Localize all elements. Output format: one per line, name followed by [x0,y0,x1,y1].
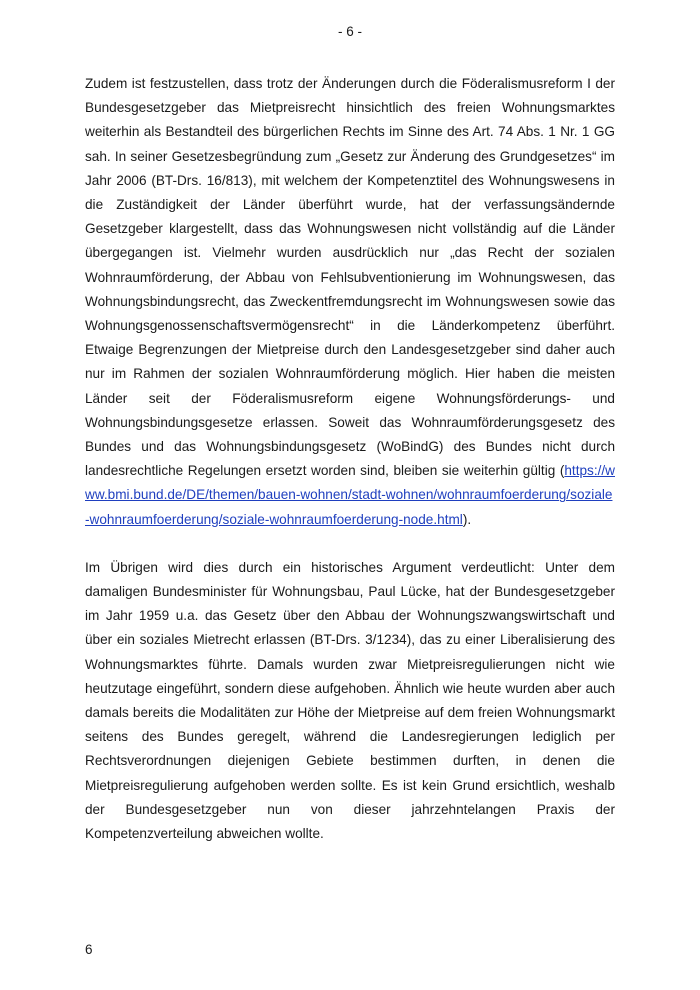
paragraph-2-text: Im Übrigen wird dies durch ein historisches Argument verdeutlicht: Unter dem damaligen Bundesminister für Wohnungsbau, Paul Lücke, hat der Bundesgesetzgeber im Jahr 1959 u.a. das Gesetz über den Abbau der Wohnungszwangswirtschaft und über ein soziales Mietrecht erlassen (BT-Drs. 3/1234), das zu einer Liberalisierung des Wohnungsmarktes führte. Damals wurden zwar Mietpreisregulierungen nicht wie heutzutage eingeführt, sondern diese aufgehoben. Ähnlich wie heute wurden aber auch damals bereits die Modalitäten zur Höhe der Mietpreise auf dem freien Wohnungsmarkt seitens des Bundes geregelt, während die Landesregierungen lediglich per Rechtsverordnungen diejenigen Gebiete bestimmen durften, in denen die Mietpreisregulierung aufgehoben werden sollte. Es ist kein Grund ersichtlich, weshalb der Bundesgesetzgeber nun von dieser jahrzehntelangen Praxis der Kompetenzverteilung abweichen wollte. [85,559,615,842]
document-body [85,72,615,846]
paragraph-1 [85,72,615,532]
source-link[interactable]: https://www.bmi.bund.de/DE/themen/bauen-wohnen/stadt-wohnen/wohnraumfoerderung/soziale-wohnraumfoerderung/soziale-wohnraumfoerderung-node.html [85,463,615,527]
paragraph-1-closing: ). [462,511,472,527]
page-footer [85,940,93,960]
paragraph-2 [85,556,615,846]
page-marker: - 6 - [337,24,362,39]
paragraph-1-text: Zudem ist festzustellen, dass trotz der Änderungen durch die Föderalismusreform I der Bundesgesetzgeber das Mietpreisrecht hinsichtlich des freien Wohnungsmarktes weiterhin als Bestandteil des bürgerlichen Rechts im Sinne des Art. 74 Abs. 1 Nr. 1 GG sah. In seiner Gesetzesbegründung zum „Gesetz zur Änderung des Grundgesetzes“ im Jahr 2006 (BT-Drs. 16/813), mit welchem der Kompetenztitel des Wohnungswesens in die Zuständigkeit der Länder überführt wurde, hat der verfassungsändernde Gesetzgeber klargestellt, dass das Wohnungswesen nicht vollständig auf die Länder übergegangen ist. Vielmehr wurden ausdrücklich nur „das Recht der sozialen Wohnraumförderung, der Abbau von Fehlsubventionierung im Wohnungswesen, das Wohnungsbindungsrecht, das Zweckentfremdungsrecht im Wohnungswesen sowie das Wohnungsgenossenschaftsvermögensrecht“ in die Länderkompetenz überführt. Etwaige Begrenzungen der Mietpreise durch den Landesgesetzgeber sind daher auch nur im Rahmen der sozialen Wohnraumförderung möglich. Hier haben die meisten Länder seit der Föderalismusreform eigene Wohnungsförderungs- und Wohnungsbindungsgesetze erlassen. Soweit das Wohnraumförderungsgesetz des Bundes und das Wohnungsbindungsgesetz (WoBindG) des Bundes nicht durch landesrechtliche Regelungen ersetzt worden sind, bleiben sie weiterhin gültig ( [85,76,615,479]
page-number: 6 [85,942,93,957]
page-header [0,22,700,42]
